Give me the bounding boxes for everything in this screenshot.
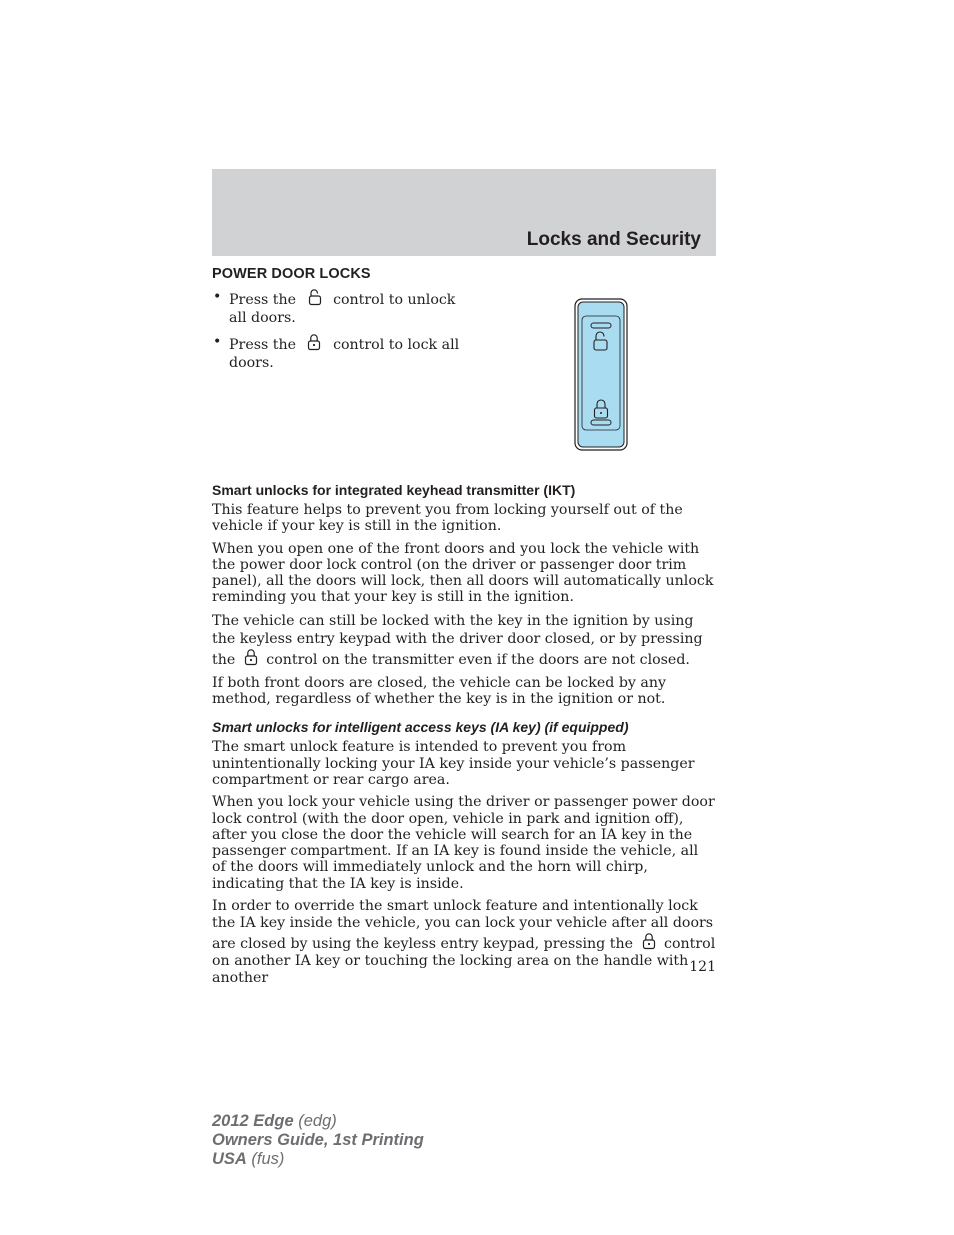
- paragraph-text: The vehicle can still be locked with the key in the ignition by using the keyless entry keypad with the driver door closed, or by pressing the: [212, 612, 703, 668]
- section-heading: Smart unlocks for integrated keyhead transmitter (IKT): [212, 482, 576, 498]
- footer-line: [212, 1112, 424, 1131]
- section-heading: Smart unlocks for intelligent access keys (IA key) (if equipped): [212, 719, 629, 736]
- unlock-icon: [305, 288, 323, 306]
- lock-icon: [640, 932, 658, 950]
- lock-icon: [305, 333, 323, 351]
- paragraph: The smart unlock feature is intended to prevent you from unintentionally locking your IA key inside your vehicle’s passenger compartment or rear cargo area.: [212, 739, 695, 788]
- bullet-list: [212, 288, 474, 372]
- paragraph: If both front doors are closed, the vehicle can be locked by any method, regardless of whether the key is in the ignition or not.: [212, 674, 667, 708]
- page-title: Locks and Security: [526, 229, 701, 250]
- list-item: [212, 288, 474, 327]
- header-band: [212, 169, 716, 256]
- page-number: 121: [689, 959, 716, 975]
- footer-model: 2012 Edge: [212, 1112, 294, 1130]
- section-heading: POWER DOOR LOCKS: [212, 266, 371, 282]
- section-power-door-locks: [212, 266, 716, 372]
- paragraph: When you open one of the front doors and you lock the vehicle with the power door lock control (on the driver or passenger door trim panel), all the doors will lock, then all doors will automatically unlock reminding you that your key is still in the ignition.: [212, 540, 714, 606]
- section-ikt: [212, 482, 716, 707]
- section-ia-key: [212, 719, 716, 987]
- footer-edition: Owners Guide, 1st Printing: [212, 1131, 424, 1149]
- list-item: [212, 333, 474, 372]
- paragraph: [212, 612, 716, 669]
- page-content: [212, 266, 716, 993]
- paragraph-text: control on the transmitter even if the doors are not closed.: [266, 651, 690, 668]
- footer-line: [212, 1131, 424, 1150]
- power-door-lock-switch-illustration: [574, 298, 628, 451]
- lock-icon: [242, 648, 260, 666]
- bullet-text: Press the: [229, 292, 297, 308]
- paragraph-text: control on another IA key or touching the locking area on the handle with another: [212, 936, 716, 987]
- bullet-text: control to unlock all doors.: [229, 292, 456, 326]
- footer: [212, 1112, 424, 1169]
- footer-code: (fus): [246, 1150, 285, 1168]
- paragraph: When you lock your vehicle using the driver or passenger power door lock control (with the door open, vehicle in park and ignition off), after you close the door the vehicle will search for an IA key in the passenger compartment. If an IA key is found inside the vehicle, all of the doors will immediately unlock and the horn will chirp, indicating that the IA key is inside.: [212, 794, 715, 892]
- paragraph: This feature helps to prevent you from locking yourself out of the vehicle if your key is still in the ignition.: [212, 502, 683, 535]
- bullet-text: Press the: [229, 337, 297, 353]
- bullet-text: control to lock all doors.: [229, 337, 460, 371]
- footer-code: (edg): [293, 1112, 337, 1130]
- footer-line: [212, 1150, 424, 1169]
- footer-market: USA: [212, 1150, 247, 1168]
- paragraph-text: In order to override the smart unlock feature and intentionally lock the IA key inside the vehicle, you can lock your vehicle after all doors are closed by using the keyless entry keypad, pressing the: [212, 898, 714, 953]
